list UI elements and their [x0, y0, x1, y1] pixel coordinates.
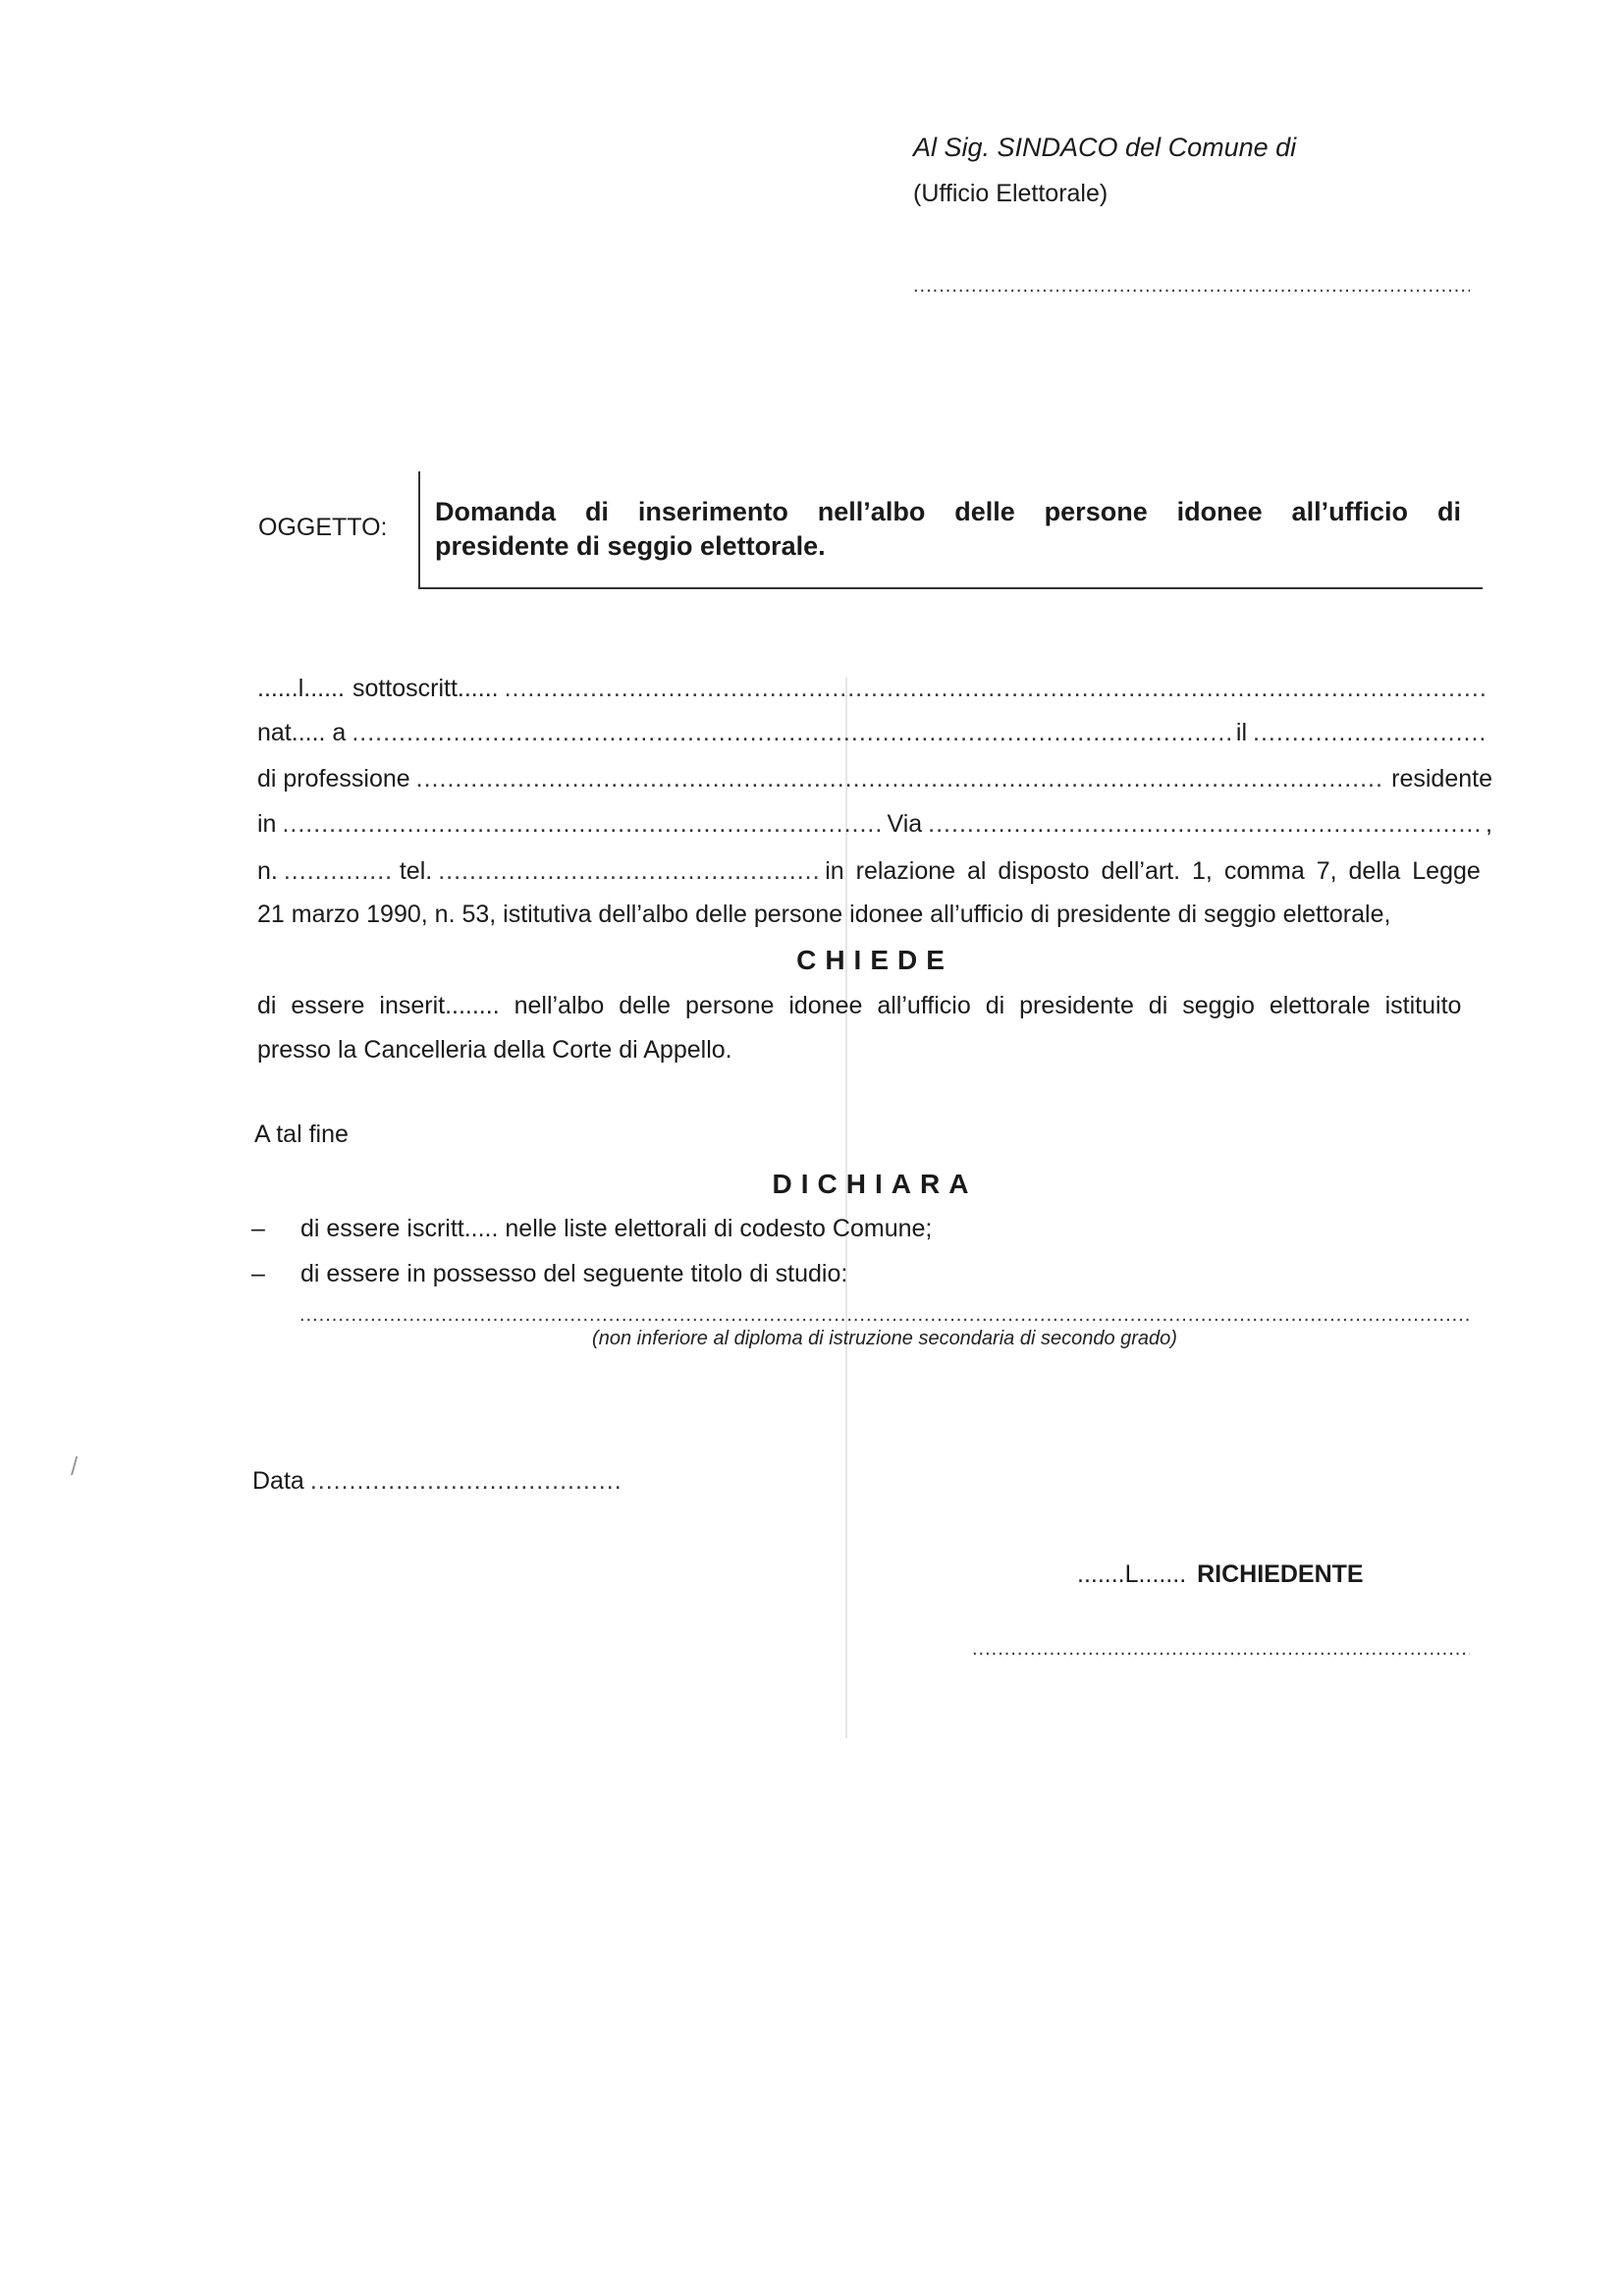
date-row: Data ..... [252, 1466, 625, 1496]
declaration-item-1: – di essere iscritt..... nelle liste elettorali di codesto Comune; [251, 1215, 933, 1242]
addressee-office: (Ufficio Elettorale) [913, 180, 1109, 207]
dichiara-heading: DICHIARA [772, 1169, 978, 1199]
addressee-line: Al Sig. SINDACO del Comune di [913, 133, 1297, 162]
subject-line-2: presidente di seggio elettorale. [435, 531, 826, 561]
a-tal-fine-text: A tal fine [254, 1121, 349, 1148]
house-number-blank-field[interactable] [284, 856, 394, 886]
legal-reference-continuation: 21 marzo 1990, n. 53, istitutiva dell’albo delle persone idonee all’ufficio di presidente di seggio elettorale, [257, 901, 1391, 928]
profession-blank-field[interactable] [416, 764, 1385, 793]
subject-line-1: Domanda di inserimento nell’albo delle persone idonee all’ufficio di [435, 497, 1461, 526]
signature-heading: .......L....... RICHIEDENTE [1077, 1560, 1364, 1588]
margin-mark: / [71, 1451, 79, 1481]
chiede-heading: CHIEDE [796, 945, 953, 975]
phone-blank-field[interactable] [438, 856, 819, 886]
request-line-1: di essere inserit........ nell’albo delle persone idonee all’ufficio di presidente di seggio elettorale istituito [257, 992, 1462, 1019]
subject-label: OGGETTO: [258, 514, 388, 541]
study-title-blank-field[interactable] [299, 1304, 1470, 1327]
form-row-contact: n. ..... tel. ..... in relazione al disposto dell’art. 1, comma 7, della Legge [257, 856, 1492, 886]
name-blank-field[interactable] [505, 674, 1487, 703]
form-row-residence: in ..... Via ..... , [257, 809, 1492, 839]
birthplace-blank-field[interactable] [352, 718, 1230, 747]
request-line-2: presso la Cancelleria della Corte di Appello. [257, 1036, 732, 1064]
street-blank-field[interactable] [928, 809, 1480, 839]
comune-blank-field[interactable] [913, 275, 1470, 298]
subject-box [418, 471, 1483, 589]
legal-reference-text: in relazione al disposto dell’art. 1, comma 7, della Legge [825, 857, 1481, 885]
date-blank-field[interactable] [310, 1466, 620, 1496]
signature-blank-field[interactable] [972, 1638, 1470, 1661]
form-row-undersigned: ...... l ...... sottoscritt...... ..... [257, 674, 1492, 703]
residence-city-blank-field[interactable] [282, 809, 881, 839]
study-title-note: (non inferiore al diploma di istruzione secondaria di secondo grado) [592, 1328, 1177, 1349]
form-row-birth: nat..... a ..... il ..... [257, 718, 1492, 747]
form-row-profession: di professione ..... residente [257, 764, 1492, 793]
declaration-item-2: – di essere in possesso del seguente titolo di studio: [251, 1260, 848, 1287]
birthdate-blank-field[interactable] [1253, 718, 1487, 747]
